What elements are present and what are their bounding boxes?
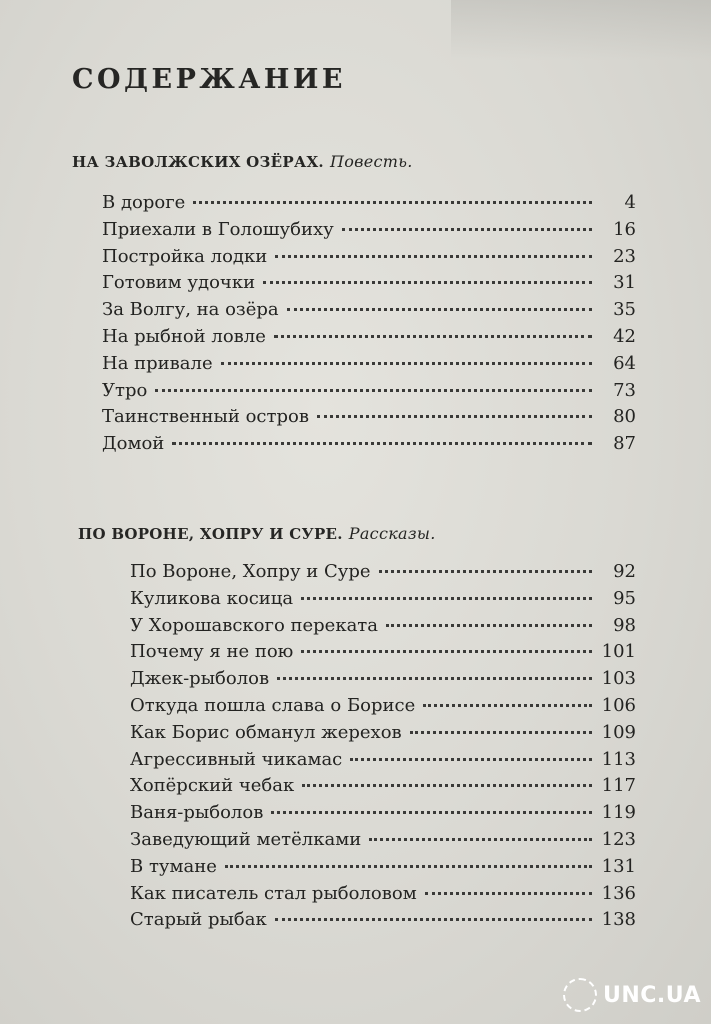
toc-entry-title: У Хорошавского переката [130, 614, 378, 636]
section-title: НА ЗАВОЛЖСКИХ ОЗЁРАХ. [72, 153, 324, 171]
toc-entry-title: Домой [102, 433, 165, 455]
toc-entry [102, 246, 636, 273]
watermark [563, 978, 701, 1012]
watermark-text: UNC.UA [603, 982, 701, 1008]
toc-entry-page: 117 [601, 775, 636, 797]
dot-leader [342, 228, 592, 231]
toc-entry [130, 588, 636, 615]
toc-entry-page: 98 [613, 614, 636, 636]
toc-entry-title: Старый рыбак [130, 909, 267, 931]
toc-entry [102, 353, 636, 380]
toc-entry [102, 433, 636, 460]
toc-entry-title: На рыбной ловле [102, 325, 266, 347]
dot-leader [287, 308, 592, 311]
toc-entry-title: Таинственный остров [102, 406, 309, 428]
dot-leader [275, 918, 592, 921]
toc-entry-title: Приехали в Голошубиху [102, 218, 334, 240]
toc-entry-title: Утро [102, 379, 148, 401]
page-title: СОДЕРЖАНИЕ [72, 64, 346, 95]
dot-leader [275, 255, 592, 258]
toc-entry [130, 561, 636, 588]
dot-leader [425, 892, 592, 895]
toc-entry-page: 92 [613, 561, 636, 582]
dot-leader [193, 201, 592, 204]
dot-leader [271, 811, 592, 814]
toc-entry-title: На привале [102, 352, 213, 374]
dot-leader [302, 784, 592, 787]
toc-entry-title: В дороге [102, 192, 186, 213]
toc-entry [102, 380, 636, 407]
dot-leader [386, 624, 592, 627]
toc-entry-page: 16 [613, 218, 636, 240]
dot-leader [423, 704, 592, 707]
section-genre: Повесть. [329, 152, 413, 171]
dot-leader [155, 389, 592, 392]
toc-entry-page: 109 [601, 721, 636, 743]
toc-list-stories [130, 561, 636, 936]
toc-entry [102, 326, 636, 353]
dot-leader [263, 281, 592, 284]
toc-entry-title: За Волгу, на озёра [102, 299, 279, 321]
section-genre: Рассказы. [348, 524, 436, 543]
section-heading-stories [78, 524, 436, 543]
toc-entry [130, 829, 636, 856]
toc-entry-title: Готовим удочки [102, 272, 256, 294]
snowflake-seal-icon [563, 978, 597, 1012]
toc-entry-page: 103 [601, 668, 636, 690]
toc-entry [130, 615, 636, 642]
toc-entry-page: 136 [601, 882, 636, 904]
toc-entry-title: Откуда пошла слава о Борисе [130, 694, 416, 716]
dot-leader [172, 442, 592, 445]
toc-entry [130, 695, 636, 722]
toc-entry-title: Ваня-рыболов [130, 802, 264, 824]
toc-entry-title: Джек-рыболов [130, 668, 270, 690]
toc-entry-title: Агрессивный чикамас [130, 748, 343, 770]
toc-entry [130, 775, 636, 802]
toc-entry-title: В тумане [130, 855, 217, 877]
toc-entry-page: 31 [613, 272, 636, 294]
dot-leader [410, 731, 592, 734]
show-through-text [451, 0, 711, 60]
toc-entry-title: Куликова косица [130, 587, 294, 609]
toc-entry-title: Заведующий метёлками [130, 828, 362, 850]
dot-leader [301, 597, 592, 600]
toc-entry [102, 406, 636, 433]
toc-entry [130, 722, 636, 749]
dot-leader [225, 865, 592, 868]
toc-entry-title: Как Борис обманул жерехов [130, 721, 402, 743]
dot-leader [301, 650, 592, 653]
toc-entry [102, 299, 636, 326]
toc-entry [130, 856, 636, 883]
toc-entry [130, 883, 636, 910]
toc-entry-page: 95 [613, 587, 636, 609]
dot-leader [369, 838, 592, 841]
toc-entry-page: 101 [601, 641, 636, 663]
toc-entry-title: Хопёрский чебак [130, 775, 295, 797]
toc-entry-page: 35 [613, 299, 636, 321]
dot-leader [350, 758, 592, 761]
dot-leader [379, 570, 592, 573]
toc-entry-title: Как писатель стал рыболовом [130, 882, 417, 904]
toc-entry-page: 80 [613, 406, 636, 428]
toc-entry [102, 192, 636, 219]
toc-entry-page: 73 [613, 379, 636, 401]
toc-entry-page: 87 [613, 433, 636, 455]
toc-entry [130, 749, 636, 776]
toc-entry-page: 119 [601, 802, 636, 824]
dot-leader [221, 362, 592, 365]
toc-entry-page: 123 [601, 828, 636, 850]
toc-entry-page: 64 [613, 352, 636, 374]
toc-entry-page: 23 [613, 245, 636, 267]
toc-entry-page: 131 [601, 855, 636, 877]
toc-entry [130, 802, 636, 829]
dot-leader [277, 677, 592, 680]
dot-leader [274, 335, 592, 338]
toc-entry-page: 4 [624, 192, 636, 213]
toc-entry [130, 668, 636, 695]
section-title: ПО ВОРОНЕ, ХОПРУ И СУРЕ. [78, 525, 343, 543]
dot-leader [317, 415, 592, 418]
toc-entry [130, 641, 636, 668]
toc-entry-page: 106 [601, 694, 636, 716]
toc-list-novel [102, 192, 636, 460]
toc-entry [130, 909, 636, 936]
toc-entry [102, 272, 636, 299]
toc-entry-page: 138 [601, 909, 636, 931]
toc-entry-title: Постройка лодки [102, 245, 268, 267]
section-heading-novel [72, 152, 413, 171]
toc-entry-title: Почему я не пою [130, 641, 294, 663]
toc-entry-page: 113 [601, 748, 636, 770]
toc-entry-page: 42 [613, 325, 636, 347]
toc-entry [102, 219, 636, 246]
toc-entry-title: По Вороне, Хопру и Суре [130, 561, 371, 582]
